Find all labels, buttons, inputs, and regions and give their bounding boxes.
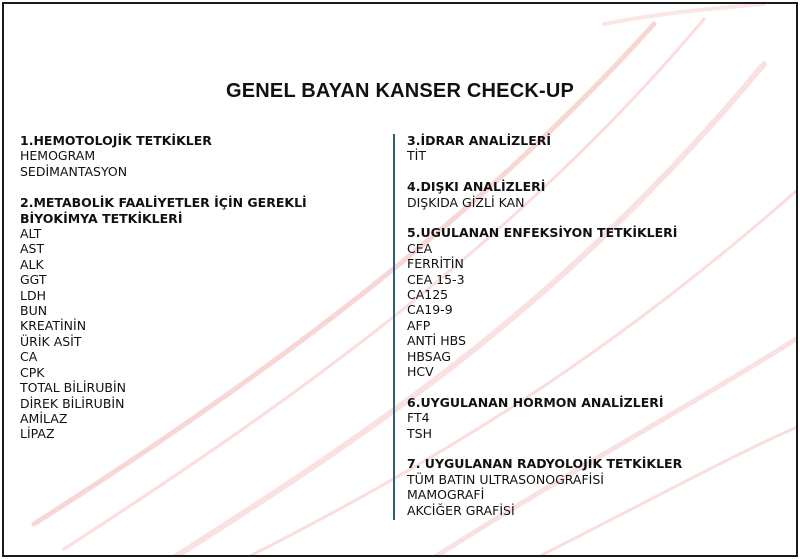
list-item: MAMOGRAFİ xyxy=(407,487,485,503)
list-item: KREATİNİN xyxy=(20,318,87,334)
section-title: 1.HEMOTOLOJİK TETKİKLER xyxy=(20,133,212,148)
list-item: AMİLAZ xyxy=(20,410,68,426)
column-divider xyxy=(393,134,395,520)
list-item: CEA 15-3 xyxy=(407,271,465,287)
list-item: CA xyxy=(20,349,38,365)
right-column xyxy=(407,133,777,518)
section-biochemistry xyxy=(20,195,370,442)
list-item: LİPAZ xyxy=(20,426,55,442)
section-title: 3.İDRAR ANALİZLERİ xyxy=(407,133,552,148)
list-item: CPK xyxy=(20,364,45,380)
list-item: ÜRİK ASİT xyxy=(20,333,82,349)
left-column xyxy=(20,133,370,442)
section-title: 4.DIŞKI ANALİZLERİ xyxy=(407,179,546,195)
list-item: AST xyxy=(20,241,45,257)
list-item: HEMOGRAM xyxy=(20,148,96,164)
list-item: DİREK BİLİRUBİN xyxy=(20,395,125,411)
list-item: TOTAL BİLİRUBİN xyxy=(20,380,126,396)
section-title: 2.METABOLİK FAALİYETLER İÇİN GEREKLİ BİYOKİMYA TETKİKLERİ xyxy=(20,195,307,226)
section-title: 7. UYGULANAN RADYOLOJİK TETKİKLER xyxy=(407,456,683,472)
section-title: 5.UGULANAN ENFEKSİYON TETKİKLERİ xyxy=(407,225,678,241)
section-urine xyxy=(407,133,777,164)
section-infection xyxy=(407,225,777,379)
list-item: HBSAG xyxy=(407,348,451,364)
list-item: CA125 xyxy=(407,287,449,303)
section-radiology xyxy=(407,456,777,518)
list-item: FERRİTİN xyxy=(407,256,464,272)
list-item: DIŞKIDA GİZLİ KAN xyxy=(407,194,525,210)
list-item: LDH xyxy=(20,287,46,303)
section-hematology xyxy=(20,133,370,179)
list-item: ALT xyxy=(20,226,42,242)
list-item: SEDİMANTASYON xyxy=(20,163,128,179)
list-item: BUN xyxy=(20,303,48,319)
section-hormone xyxy=(407,395,777,441)
list-item: FT4 xyxy=(407,410,430,426)
list-item: ALK xyxy=(20,256,44,272)
section-stool xyxy=(407,179,777,210)
document-page xyxy=(2,2,798,557)
list-item: ANTİ HBS xyxy=(407,333,466,349)
list-item: AFP xyxy=(407,317,431,333)
list-item: CEA xyxy=(407,240,433,256)
list-item: TİT xyxy=(407,148,426,164)
list-item: TSH xyxy=(407,425,432,441)
list-item: AKCİĞER GRAFİSİ xyxy=(407,502,515,518)
list-item: CA19-9 xyxy=(407,302,453,318)
list-item: GGT xyxy=(20,272,47,288)
list-item: TÜM BATIN ULTRASONOGRAFİSİ xyxy=(407,471,604,487)
section-title: 6.UYGULANAN HORMON ANALİZLERİ xyxy=(407,394,664,410)
page-title: GENEL BAYAN KANSER CHECK-UP xyxy=(225,80,575,102)
list-item: HCV xyxy=(407,364,434,380)
